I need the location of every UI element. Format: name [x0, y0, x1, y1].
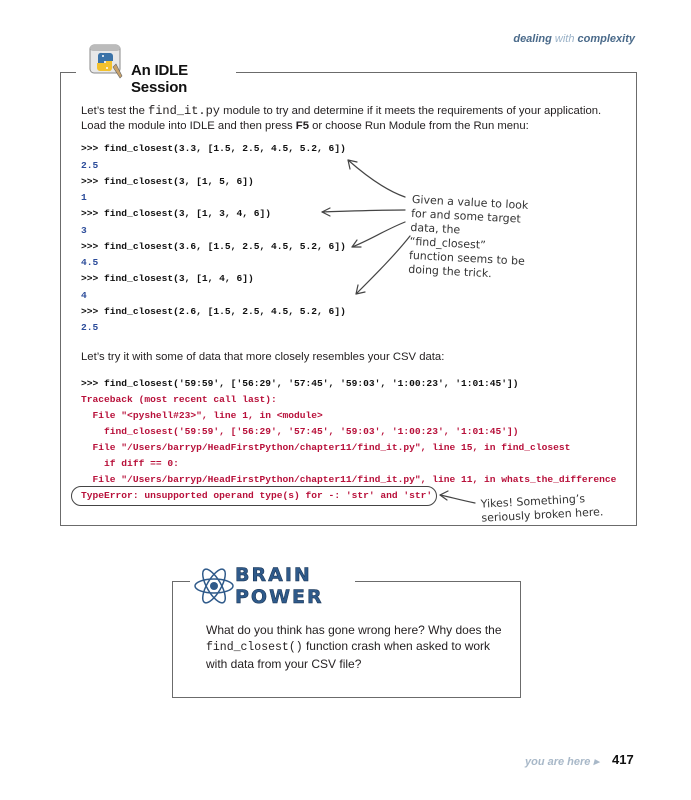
- session-prompt-5: >>> find_closest(3, [1, 4, 6]): [81, 273, 254, 284]
- intro-text-1: Let’s test the: [81, 105, 148, 117]
- header-part1: dealing: [513, 33, 555, 45]
- traceback-line-5: if diff == 0:: [81, 458, 179, 469]
- intro-text-2: module to try and determine if it meets the requirements of your application. Load the module into IDLE and then press: [81, 105, 602, 132]
- csv-prompt: >>> find_closest('59:59', ['56:29', '57:45', '59:03', '1:00:23', '1:01:45']): [81, 378, 519, 389]
- session-prompt-2: >>> find_closest(3, [1, 5, 6]): [81, 176, 254, 187]
- traceback-line-2: File "<pyshell#23>", line 1, in <module>: [81, 410, 323, 421]
- footer-label: [525, 755, 599, 768]
- power-word: POWER: [235, 586, 324, 608]
- question-function-name: find_closest(): [206, 641, 303, 654]
- page-number: 417: [612, 752, 634, 767]
- brain-power-heading: [190, 558, 355, 610]
- csv-intro-paragraph: Let’s try it with some of data that more closely resembles your CSV data:: [81, 351, 445, 363]
- error-annotation: Yikes! Something’s seriously broken here.: [480, 492, 604, 525]
- header-part3: complexity: [574, 33, 635, 45]
- intro-module-name: find_it.py: [148, 104, 221, 118]
- brain-power-question: [206, 622, 506, 672]
- brain-word: BRAIN: [235, 564, 312, 586]
- session-prompt-6: >>> find_closest(2.6, [1.5, 2.5, 4.5, 5.2, 6]): [81, 306, 346, 317]
- session-prompt-1: >>> find_closest(3.3, [1.5, 2.5, 4.5, 5.2, 6]): [81, 143, 346, 154]
- session-result-5: 4: [81, 290, 87, 301]
- idle-session-title: An IDLE Session: [131, 62, 188, 96]
- handwritten-annotation: Given a value to look for and some target data, the “find_closest” function seems to be doing the trick.: [407, 192, 529, 281]
- question-text-1: What do you think has gone wrong here? Why does the: [206, 623, 502, 637]
- traceback-line-1: Traceback (most recent call last):: [81, 394, 277, 405]
- intro-text-3: or choose Run Module from the Run menu:: [308, 120, 529, 132]
- session-result-2: 1: [81, 192, 87, 203]
- atom-icon: [192, 564, 236, 608]
- triangle-right-icon: ▸: [593, 756, 599, 768]
- intro-key-f5: F5: [295, 120, 309, 132]
- session-prompt-3: >>> find_closest(3, [1, 3, 4, 6]): [81, 208, 271, 219]
- question-text-2: function crash when asked to work with data from your CSV file?: [206, 639, 491, 671]
- session-result-4: 4.5: [81, 257, 99, 268]
- error-highlight-circle: [71, 486, 437, 506]
- session-result-1: 2.5: [81, 160, 99, 171]
- you-are-here-text: you are here: [524, 756, 591, 768]
- header-part2: with: [554, 33, 575, 45]
- session-prompt-4: >>> find_closest(3.6, [1.5, 2.5, 4.5, 5.2, 6]): [81, 241, 346, 252]
- session-result-6: 2.5: [81, 322, 99, 333]
- traceback-line-3: find_closest('59:59', ['56:29', '57:45', '59:03', '1:00:23', '1:01:45']): [81, 426, 519, 437]
- traceback-line-6: File "/Users/barryp/HeadFirstPython/chapter11/find_it.py", line 11, in whats_the_difference: [81, 474, 617, 485]
- traceback-line-4: File "/Users/barryp/HeadFirstPython/chapter11/find_it.py", line 15, in find_closest: [81, 442, 571, 453]
- session-result-3: 3: [81, 225, 87, 236]
- traceback-type-error: TypeError: unsupported operand type(s) for -: 'str' and 'str': [81, 490, 433, 501]
